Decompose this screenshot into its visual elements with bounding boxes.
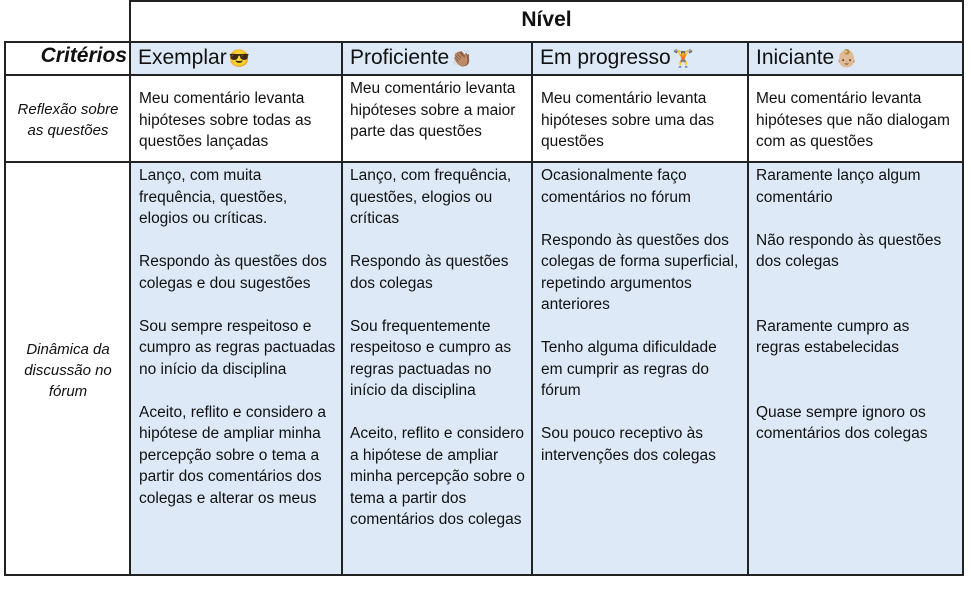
cell-text: Raramente lanço algum comentário xyxy=(756,167,921,206)
cell-text: Não respondo às questões dos colegas xyxy=(756,231,942,270)
cell-text: Sou frequentemente respeitoso e cumpro as regras pactuadas no início da disciplina xyxy=(350,317,512,399)
criterion-reflexao: Reflexão sobre as questões xyxy=(17,101,119,139)
level-header-exemplar xyxy=(138,46,250,70)
cell-dinamica-proficiente xyxy=(350,165,530,531)
cell-reflexao-iniciante xyxy=(756,88,956,153)
grid-line xyxy=(4,574,964,576)
level-header-em-progresso xyxy=(540,46,694,70)
level-label: Em progresso xyxy=(540,46,671,69)
grid-line xyxy=(531,41,533,576)
cell-dinamica-iniciante xyxy=(756,165,956,445)
grid-line xyxy=(341,41,343,576)
nivel-header: Nível xyxy=(521,8,572,31)
grid-line xyxy=(747,41,749,576)
cell-dinamica-exemplar xyxy=(139,165,337,509)
cell-text: Meu comentário levanta hipóteses sobre a maior parte das questões xyxy=(350,80,516,140)
cell-text: Meu comentário levanta hipóteses sobre todas as questões lançadas xyxy=(139,90,312,150)
level-label: Proficiente xyxy=(350,46,450,69)
cell-text: Respondo às questões dos colegas xyxy=(350,253,509,292)
clapping-hands-icon: 👏🏽 xyxy=(451,49,473,68)
level-label: Exemplar xyxy=(138,46,227,69)
cell-text: Raramente cumpro as regras estabelecidas xyxy=(756,317,910,356)
grid-line xyxy=(130,0,964,2)
cell-reflexao-exemplar xyxy=(139,88,337,153)
grid-line xyxy=(4,74,964,76)
weightlifter-icon: 🏋️ xyxy=(672,49,694,68)
cell-text: Aceito, reflito e considero a hipótese de ampliar minha percepção sobre o tema a partir dos comentários dos colegas xyxy=(350,425,525,528)
cell-text: Respondo às questões dos colegas de forma superficial, repetindo argumentos anteriores xyxy=(541,231,739,313)
cell-text: Tenho alguma dificuldade em cumprir as regras do fórum xyxy=(541,339,717,399)
cell-text: Ocasionalmente faço comentários no fórum xyxy=(541,167,691,206)
level-label: Iniciante xyxy=(756,46,835,69)
cell-text: Respondo às questões dos colegas e dou sugestões xyxy=(139,253,327,292)
cell-text: Sou pouco receptivo às intervenções dos colegas xyxy=(541,425,716,464)
cell-text: Lanço, com muita frequência, questões, elogios ou críticas. xyxy=(139,167,288,227)
cell-text: Meu comentário levanta hipóteses que não dialogam com as questões xyxy=(756,90,950,150)
grid-line xyxy=(4,41,6,576)
cell-text: Quase sempre ignoro os comentários dos colegas xyxy=(756,403,928,442)
grid-line xyxy=(962,0,964,576)
cell-reflexao-em-progresso xyxy=(541,88,741,153)
criterion-dinamica: Dinâmica da discussão no fórum xyxy=(24,341,112,400)
grid-line xyxy=(4,161,964,163)
cell-text: Meu comentário levanta hipóteses sobre uma das questões xyxy=(541,90,715,150)
grid-line xyxy=(4,41,964,43)
criterios-header: Critérios xyxy=(40,44,127,67)
cell-reflexao-proficiente xyxy=(350,78,526,143)
grid-line xyxy=(129,0,131,576)
cell-text: Aceito, reflito e considero a hipótese de ampliar minha percepção sobre o tema a partir dos comentários dos colegas e alterar os meus xyxy=(139,403,326,507)
baby-face-icon: 👶🏼 xyxy=(836,49,858,68)
level-header-proficiente xyxy=(350,46,472,70)
sunglasses-face-icon: 😎 xyxy=(228,49,250,68)
cell-dinamica-em-progresso xyxy=(541,165,741,466)
level-header-iniciante xyxy=(756,46,857,70)
cell-text: Sou sempre respeitoso e cumpro as regras pactuadas no início da disciplina xyxy=(139,317,336,378)
cell-text: Lanço, com frequência, questões, elogios ou críticas xyxy=(350,167,512,227)
